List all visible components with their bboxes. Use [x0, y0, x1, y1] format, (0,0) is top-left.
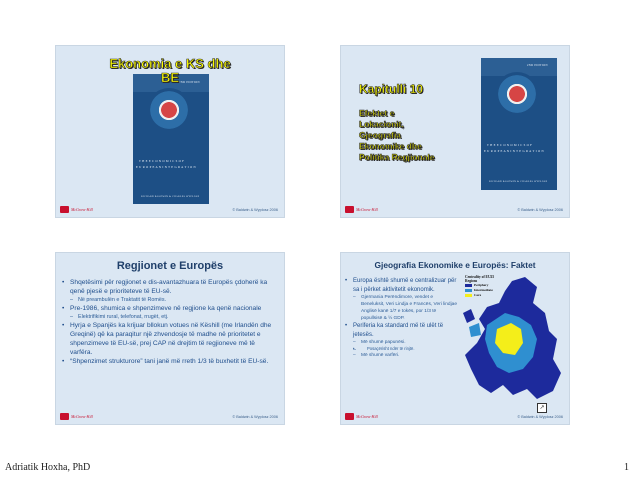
book-edition: 2ND EDITION — [179, 81, 200, 84]
list-item: • Pre-1986, shumica e shpenzimeve në regjione ka qenë nacionale – Elektrifikimi rural, telefonat, rrugët, etj. — [62, 304, 276, 321]
legend-item: Core — [465, 293, 494, 298]
sub-list-item: – Më shumë papunësi. — [353, 339, 457, 346]
sub-list-item: – Gjermania Perëndimore, vendet e Beneluksit, Veri Lindja e Francës, Veri lindjae Anglisë kanë 1/7 e tokës, por 1/3 të popullsisë & ½ GDP. — [353, 294, 457, 322]
legend-title-line2: Regions — [465, 279, 478, 283]
publisher-logo-icon — [345, 413, 354, 420]
eu-stars-graphic — [495, 72, 539, 116]
copyright: © Baldwin & Wyplosz 2006 — [232, 415, 278, 419]
slide-3 — [56, 253, 284, 424]
book-cover — [133, 74, 209, 204]
publisher-logo-icon — [60, 206, 69, 213]
book-authors: RICHARD BALDWIN & CHARLES WYPLOSZ — [489, 180, 548, 183]
list-item: • Europa është shumë e centralizuar për sa i përket aktivitetit ekonomik. – Gjermania Perëndimore, vendet e Beneluksit, Veri Lindja e Francës, Veri lindjae Anglisë kanë 1/7 e tokës, por 1/3 të popullsisë & ½ GDP. — [345, 277, 457, 322]
book-title-line2: E U R O P E A N I N T E G R A T I O N — [136, 165, 196, 169]
publisher-logo — [60, 206, 93, 213]
publisher-name: McGraw-Hill — [356, 207, 378, 212]
slide-title: Gjeografia Ekonomike e Europës: Faktet — [374, 260, 536, 270]
publisher-logo-icon — [60, 413, 69, 420]
sub-list-item: – Më shumë varfëri. — [353, 352, 457, 359]
book-edition: 2ND EDITION — [527, 64, 548, 67]
chapter-title: Kapitulli 10 — [359, 82, 424, 96]
book-title-line2: E U R O P E A N I N T E G R A T I O N — [484, 149, 544, 153]
slide-4 — [341, 253, 569, 424]
slide-title: Regjionet e Europës — [116, 260, 224, 272]
publisher-logo — [345, 206, 378, 213]
list-item: • Shqetësimi për regjionet e dis-avantazhuara të Europës çdoherë ka qenë pjesë e prioriteteve të EU-së. – Në preambulën e Traktatit të Romës. — [62, 278, 276, 304]
compass-icon: ↗ — [537, 403, 547, 413]
publisher-logo — [60, 413, 93, 420]
publisher-name: McGraw-Hill — [71, 414, 93, 419]
list-item: • Periferia ka standard më të ulët të jetesës. – Më shumë papunësi. • – Posaçërisht ndër të rinjtë. – Më shumë varfëri. — [345, 322, 457, 359]
bullet-column — [345, 277, 457, 359]
copyright: © Baldwin & Wyplosz 2006 — [517, 208, 563, 212]
bullet-list — [345, 277, 457, 359]
publisher-name: McGraw-Hill — [71, 207, 93, 212]
sub-list-item: – Në preambulën e Traktatit të Romës. — [70, 296, 276, 304]
page-number: 1 — [624, 462, 629, 473]
map-legend — [465, 275, 494, 298]
slide-1 — [56, 46, 284, 217]
legend-item: Periphery — [465, 283, 494, 288]
book-authors: RICHARD BALDWIN & CHARLES WYPLOSZ — [141, 195, 200, 198]
list-item: • “Shpenzimet strukturore” tani janë më rreth 1/3 të buxhetit të EU-së. — [62, 357, 276, 366]
book-cover — [481, 58, 557, 190]
copyright: © Baldwin & Wyplosz 2006 — [517, 415, 563, 419]
sub-sub-list-item: • – Posaçërisht ndër të rinjtë. — [353, 346, 457, 352]
chapter-subtitle-line: Ekonomike dhe — [359, 141, 422, 151]
eu-stars-graphic — [147, 88, 191, 132]
list-item: • Hyrja e Spanjës ka krijuar bllokun votues në Këshill (me Irlandën dhe Greqinë) që ka paraqitur një zhvendosje të madhe në prioritetet e shpenzimeve të EU-së, prej CAP në drejtim të regjioneve më të varfëra. — [62, 321, 276, 357]
legend-title-line1: Centrality of EU25 — [465, 275, 495, 279]
book-title-line1: T H E E C O N O M I C S O F — [487, 143, 533, 147]
copyright: © Baldwin & Wyplosz 2006 — [232, 208, 278, 212]
chapter-subtitle — [359, 108, 435, 163]
footer-author: Adriatik Hoxha, PhD — [5, 462, 91, 473]
publisher-logo-icon — [345, 206, 354, 213]
slide-2 — [341, 46, 569, 217]
slide-title-line2: BE — [160, 70, 180, 85]
chapter-subtitle-line: Gjeografia — [359, 130, 402, 140]
legend-item: Intermediate — [465, 288, 494, 293]
chapter-subtitle-line: Efektet e — [359, 108, 395, 118]
slide-title-line1: Ekonomia e KS dhe — [109, 56, 231, 71]
chapter-subtitle-line: Lokacionit, — [359, 119, 404, 129]
publisher-logo — [345, 413, 378, 420]
book-title-line1: T H E E C O N O M I C S O F — [139, 159, 185, 163]
bullet-list — [62, 278, 276, 366]
sub-list-item: – Elektrifikimi rural, telefonat, rrugët, etj. — [70, 313, 276, 321]
chapter-subtitle-line: Politika Regjionale — [359, 152, 435, 162]
publisher-name: McGraw-Hill — [356, 414, 378, 419]
